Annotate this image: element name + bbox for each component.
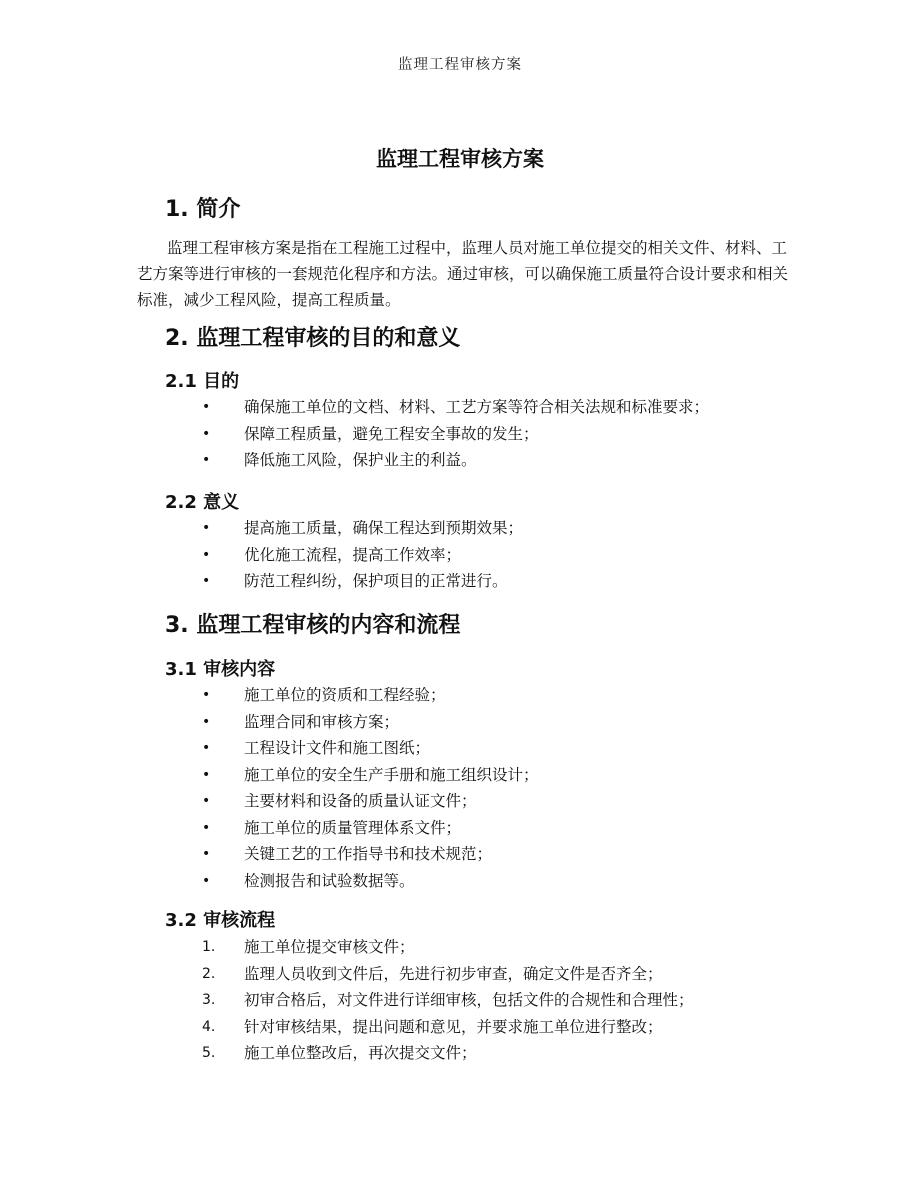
section-3-heading: 3. 监理工程审核的内容和流程	[165, 613, 461, 638]
list-item: • 主要材料和设备的质量认证文件；	[200, 788, 539, 815]
bullet-icon: •	[202, 425, 211, 442]
list-item: 4. 针对审核结果，提出问题和意见，并要求施工单位进行整改；	[202, 1017, 663, 1036]
bullet-icon: •	[202, 713, 211, 730]
section-2-1-list	[200, 394, 709, 474]
list-item: • 施工单位的资质和工程经验；	[200, 682, 539, 709]
section-2-2-heading: 2.2 意义	[165, 492, 240, 513]
section-2-2-list	[200, 515, 523, 595]
bullet-icon: •	[202, 793, 211, 809]
list-item: 2. 监理人员收到文件后，先进行初步审查，确定文件是否齐全；	[202, 964, 663, 983]
section-1-paragraph: 监理工程审核方案是指在工程施工过程中，监理人员对施工单位提交的相关文件、材料、工艺方案等进行审核的一套规范化程序和方法。通过审核，可以确保施工质量符合设计要求和相关标准，减少工程风险，提高工程质量。	[137, 239, 789, 309]
bullet-icon: •	[202, 546, 211, 563]
list-item: 1. 施工单位提交审核文件；	[202, 938, 415, 956]
section-3-1-list	[200, 682, 539, 894]
bullet-icon: •	[202, 452, 211, 468]
section-1-heading: 1. 简介	[165, 197, 241, 222]
section-2-1-heading: 2.1 目的	[165, 371, 240, 392]
bullet-icon: •	[202, 740, 211, 756]
list-item: • 施工单位的质量管理体系文件；	[200, 815, 539, 842]
list-item: • 提高施工质量，确保工程达到预期效果；	[200, 515, 523, 542]
bullet-icon: •	[202, 573, 211, 589]
list-item: • 检测报告和试验数据等。	[200, 868, 539, 895]
list-item: • 防范工程纠纷，保护项目的正常进行。	[200, 568, 523, 595]
bullet-icon: •	[202, 520, 211, 536]
list-item: • 关键工艺的工作指导书和技术规范；	[200, 841, 539, 868]
list-item: • 保障工程质量，避免工程安全事故的发生；	[200, 421, 709, 448]
bullet-icon: •	[202, 766, 211, 783]
section-3-2-heading: 3.2 审核流程	[165, 910, 276, 931]
bullet-icon: •	[202, 872, 211, 889]
list-item: • 优化施工流程，提高工作效率；	[200, 542, 523, 569]
section-3-2-list	[200, 934, 694, 1067]
section-2-heading: 2. 监理工程审核的目的和意义	[165, 326, 461, 351]
list-item: 3. 初审合格后，对文件进行详细审核，包括文件的合规性和合理性；	[202, 991, 694, 1009]
list-item: • 施工单位的安全生产手册和施工组织设计；	[200, 762, 539, 789]
list-item: 5. 施工单位整改后，再次提交文件；	[202, 1044, 477, 1062]
section-3-1-heading: 3.1 审核内容	[165, 659, 276, 680]
page-header: 监理工程审核方案	[398, 57, 522, 73]
list-item: • 确保施工单位的文档、材料、工艺方案等符合相关法规和标准要求；	[200, 394, 709, 421]
bullet-icon: •	[202, 819, 211, 836]
bullet-icon: •	[202, 399, 211, 415]
bullet-icon: •	[202, 846, 211, 862]
document-title: 监理工程审核方案	[376, 147, 544, 171]
list-item: • 监理合同和审核方案；	[200, 709, 539, 736]
bullet-icon: •	[202, 687, 211, 703]
list-item: • 工程设计文件和施工图纸；	[200, 735, 539, 762]
list-item: • 降低施工风险，保护业主的利益。	[200, 447, 709, 474]
